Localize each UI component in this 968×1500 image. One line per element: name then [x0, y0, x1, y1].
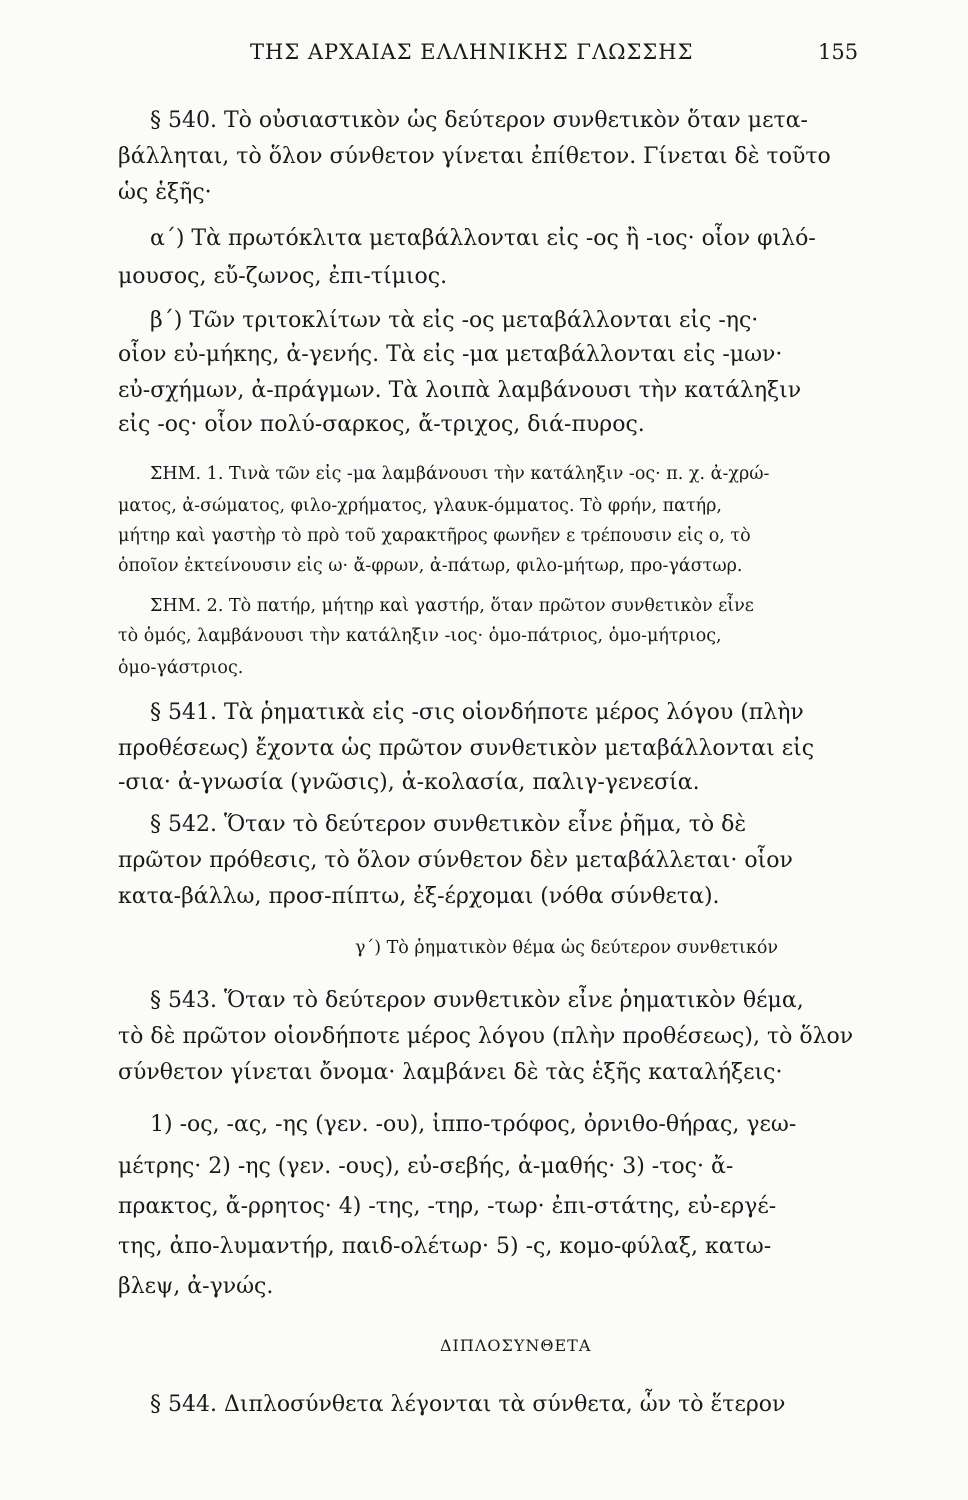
text-line: 1) -ος, -ας, -ης (γεν. -ου), ἱππο-τρόφος, ὀρνιθο-θήρας, γεω- — [150, 1112, 797, 1137]
text-line: -σια· ἀ-γνωσία (γνῶσις), ἀ-κολασία, παλιγ-γενεσία. — [118, 770, 700, 795]
text-line: βλεψ, ἀ-γνώς. — [118, 1274, 274, 1299]
text-line: § 544. Διπλοσύνθετα λέγονται τὰ σύνθετα, ὧν τὸ ἕτερον — [150, 1392, 786, 1417]
section-title: ΔΙΠΛΟΣΥΝΘΕΤΑ — [440, 1336, 592, 1355]
note-line: ΣΗΜ. 1. Τινὰ τῶν εἰς -μα λαμβάνουσι τὴν κατάληξιν -ος· π. χ. ἀ-χρώ- — [150, 464, 770, 484]
text-line: μέτρης· 2) -ης (γεν. -ους), εὐ-σεβής, ἀ-μαθής· 3) -τος· ἄ- — [118, 1154, 734, 1179]
note-line: ὁμο-γάστριος. — [118, 658, 244, 678]
text-line: § 540. Τὸ οὐσιαστικὸν ὡς δεύτερον συνθετικὸν ὅταν μετα- — [150, 108, 808, 133]
text-line: μουσος, εὔ-ζωνος, ἐπι-τίμιος. — [118, 264, 448, 289]
text-line: της, ἀπο-λυμαντήρ, παιδ-ολέτωρ· 5) -ς, κομο-φύλαξ, κατω- — [118, 1234, 772, 1259]
text-line: προθέσεως) ἔχοντα ὡς πρῶτον συνθετικὸν μεταβάλλονται εἰς — [118, 736, 815, 761]
note-line: ΣΗΜ. 2. Τὸ πατήρ, μήτηρ καὶ γαστήρ, ὅταν πρῶτον συνθετικὸν εἶνε — [150, 596, 754, 616]
text-line: εἰς -ος· οἷον πολύ-σαρκος, ἄ-τριχος, διά-πυρος. — [118, 412, 645, 437]
running-title: ΤΗΣ ΑΡΧΑΙΑΣ ΕΛΛΗΝΙΚΗΣ ΓΛΩΣΣΗΣ — [250, 40, 694, 64]
note-line: ὁποῖον ἐκτείνουσιν εἰς ω· ἄ-φρων, ἀ-πάτωρ, φιλο-μήτωρ, προ-γάστωρ. — [118, 556, 743, 576]
subsection-caption: γ΄) Τὸ ῥηματικὸν θέμα ὡς δεύτερον συνθετικόν — [355, 938, 779, 958]
text-line: τὸ δὲ πρῶτον οἱονδήποτε μέρος λόγου (πλὴν προθέσεως), τὸ ὅλον — [118, 1024, 854, 1049]
text-line: β΄) Τῶν τριτοκλίτων τὰ εἰς -ος μεταβάλλονται εἰς -ης· — [150, 308, 759, 333]
text-line: κατα-βάλλω, προσ-πίπτω, ἐξ-έρχομαι (νόθα σύνθετα). — [118, 884, 720, 909]
text-line: πρακτος, ἄ-ρρητος· 4) -της, -τηρ, -τωρ· ἐπι-στάτης, εὐ-εργέ- — [118, 1194, 777, 1219]
text-line: ὡς ἑξῆς· — [118, 180, 212, 205]
text-line: πρῶτον πρόθεσις, τὸ ὅλον σύνθετον δὲν μεταβάλλεται· οἷον — [118, 848, 793, 873]
text-line: α΄) Τὰ πρωτόκλιτα μεταβάλλονται εἰς -ος ἢ -ιος· οἷον φιλό- — [150, 226, 816, 251]
note-line: τὸ ὁμός, λαμβάνουσι τὴν κατάληξιν -ιος· ὁμο-πάτριος, ὁμο-μήτριος, — [118, 626, 722, 646]
text-line: § 541. Τὰ ῥηματικὰ εἰς -σις οἱονδήποτε μέρος λόγου (πλὴν — [150, 700, 804, 725]
text-line: εὐ-σχήμων, ἀ-πράγμων. Τὰ λοιπὰ λαμβάνουσι τὴν κατάληξιν — [118, 378, 802, 403]
text-line: § 542. Ὅταν τὸ δεύτερον συνθετικὸν εἶνε ῥῆμα, τὸ δὲ — [150, 812, 747, 837]
note-line: μήτηρ καὶ γαστὴρ τὸ πρὸ τοῦ χαρακτῆρος φωνῆεν ε τρέπουσιν εἰς ο, τὸ — [118, 526, 751, 546]
page-number: 155 — [818, 40, 859, 64]
text-line: σύνθετον γίνεται ὄνομα· λαμβάνει δὲ τὰς ἑξῆς καταλήξεις· — [118, 1060, 783, 1085]
text-line: βάλληται, τὸ ὅλον σύνθετον γίνεται ἐπίθετον. Γίνεται δὲ τοῦτο — [118, 144, 831, 169]
note-line: ματος, ἀ-σώματος, φιλο-χρήματος, γλαυκ-όμματος. Τὸ φρήν, πατήρ, — [118, 496, 722, 516]
text-line: § 543. Ὅταν τὸ δεύτερον συνθετικὸν εἶνε ῥηματικὸν θέμα, — [150, 988, 804, 1013]
text-line: οἷον εὐ-μήκης, ἀ-γενής. Τὰ εἰς -μα μεταβάλλονται εἰς -μων· — [118, 342, 783, 367]
